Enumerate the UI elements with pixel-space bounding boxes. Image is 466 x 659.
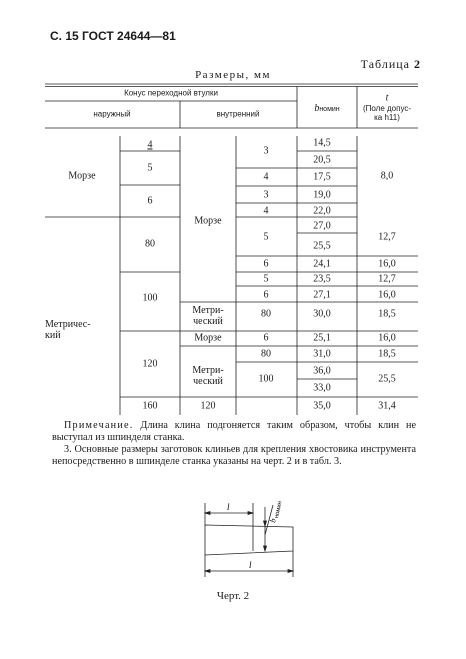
- inner-size-3b: 3: [263, 189, 269, 201]
- t-value-5: 16,0: [378, 289, 396, 301]
- b-value-9: 23,5: [313, 273, 331, 285]
- t-value-7: 16,0: [378, 332, 396, 344]
- inner-header: внутренний: [216, 109, 260, 119]
- t-value-4: 12,7: [378, 273, 396, 285]
- note-text: Длина клина подгоняется таким образом, чтобы клин не выступал из шпинделя станка.: [52, 420, 416, 443]
- inner-size-3a: 3: [263, 145, 269, 157]
- outer-size-160: 160: [142, 400, 158, 412]
- cone-header: Конус переходной втулки: [124, 88, 218, 98]
- b-value-4: 19,0: [313, 189, 331, 201]
- t-symbol: t: [385, 92, 389, 104]
- t-value-8: 18,5: [378, 348, 396, 360]
- inner-size-120: 120: [200, 400, 216, 412]
- outer-size-100: 100: [142, 292, 158, 304]
- b-value-6: 27,0: [313, 220, 331, 232]
- fig-b-subscript: номин: [274, 500, 284, 519]
- inner-size-80a: 80: [261, 308, 271, 320]
- fig-b-label: b: [268, 517, 278, 524]
- standard-number: ГОСТ 24644—81: [82, 29, 176, 43]
- b-value-8: 24,1: [313, 258, 331, 270]
- b-subscript: номин: [319, 106, 340, 113]
- b-value-1: 14,5: [313, 137, 331, 149]
- t-value-3: 16,0: [378, 258, 396, 270]
- inner-size-6a: 6: [263, 258, 269, 270]
- t-value-6: 18,5: [378, 308, 396, 320]
- table-note: [52, 420, 416, 444]
- paragraph-3: 3. Основные размеры заготовок клиньев для крепления хвостовика инструмента непосредственно в шпинделе станка указаны на черт. 2 и в табл. 3.: [52, 444, 416, 467]
- inner-size-6c: 6: [263, 332, 269, 344]
- inner-size-80b: 80: [261, 348, 271, 360]
- outer-size-5: 5: [147, 162, 153, 174]
- outer-size-6: 6: [147, 195, 153, 207]
- outer-size-80: 80: [145, 238, 155, 250]
- inner-size-5a: 5: [263, 231, 269, 243]
- wedge-drawing: [195, 495, 305, 585]
- note-label: Примечание.: [64, 420, 134, 431]
- b-symbol: b: [314, 103, 320, 114]
- table-label-word: Таблица: [360, 57, 410, 71]
- b-value-16: 35,0: [313, 400, 331, 412]
- b-value-10: 27,1: [313, 289, 331, 301]
- t-header: [386, 93, 389, 104]
- figure-caption: Черт. 2: [216, 590, 250, 602]
- t-value-1: 8,0: [380, 170, 394, 182]
- inner-size-100: 100: [258, 373, 274, 385]
- inner-morse-2: Морзе: [194, 332, 222, 344]
- outer-size-120: 120: [142, 358, 158, 370]
- inner-metric-2: Метри- ческий: [192, 365, 224, 387]
- inner-size-4a: 4: [263, 171, 269, 183]
- b-value-12: 25,1: [313, 332, 331, 344]
- inner-size-6b: 6: [263, 289, 269, 301]
- b-value-2: 20,5: [313, 154, 331, 166]
- b-value-3: 17,5: [313, 171, 331, 183]
- b-value-13: 31,0: [313, 348, 331, 360]
- inner-size-4b: 4: [263, 205, 269, 217]
- b-value-5: 22,0: [313, 205, 331, 217]
- t-value-9: 25,5: [378, 373, 396, 385]
- b-value-15: 33,0: [313, 382, 331, 394]
- outer-header: наружный: [93, 109, 131, 119]
- b-value-11: 30,0: [313, 308, 331, 320]
- fig-l-long: l: [249, 560, 252, 570]
- page-number: С. 15: [50, 29, 79, 43]
- outer-size-4: 4: [147, 139, 153, 151]
- t-value-2: 12,7: [378, 231, 396, 243]
- t-value-10: 31,4: [378, 400, 396, 412]
- t-tolerance-note: (Поле допус- ка h11): [362, 104, 412, 122]
- inner-morse-1: Морзе: [194, 215, 222, 227]
- b-value-7: 25,5: [313, 240, 331, 252]
- table-caption: Размеры, мм: [195, 69, 271, 81]
- fig-l-short: l: [227, 502, 230, 512]
- outer-metric: Метричес- кий: [45, 319, 91, 341]
- b-value-14: 36,0: [313, 365, 331, 377]
- inner-size-5b: 5: [263, 273, 269, 285]
- inner-metric-1: Метри- ческий: [192, 305, 224, 327]
- outer-morse: Морзе: [68, 170, 96, 182]
- table-label-number: 2: [414, 57, 420, 71]
- b-header: [314, 103, 339, 115]
